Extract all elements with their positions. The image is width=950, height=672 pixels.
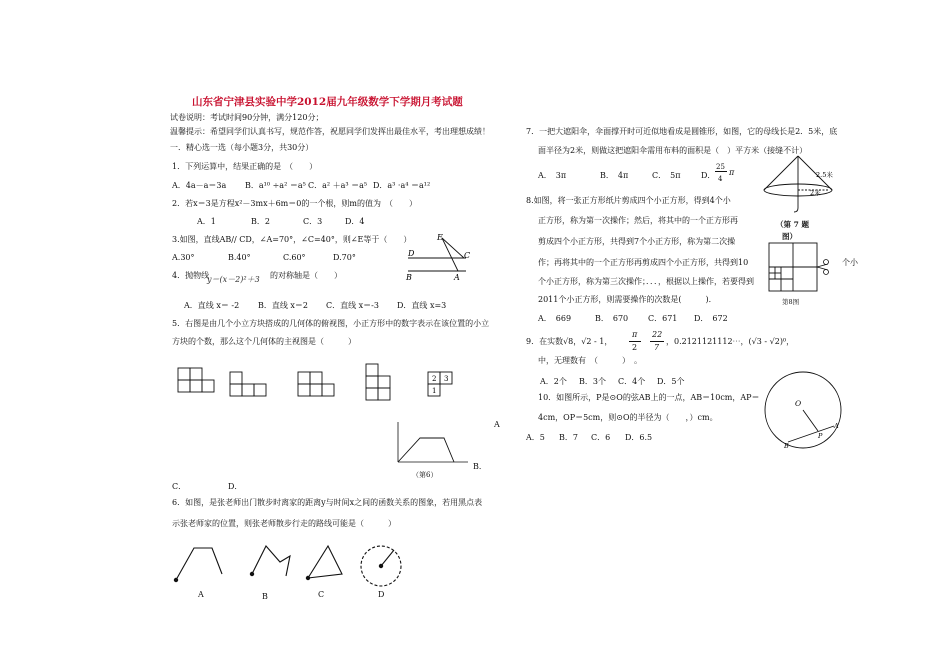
q6-option-a: A xyxy=(198,590,204,599)
q3-label-b: B xyxy=(406,273,412,282)
q7-line2: 面半径为2米，则做这把遮阳伞需用布料的面积是（ ）平方米（接缝不计） xyxy=(538,146,808,155)
q4-option-b: B．直线 x＝2 xyxy=(258,301,309,310)
fig6-caption: （第6） xyxy=(412,471,438,479)
q3-label-a: A xyxy=(454,273,460,282)
q8-line5: 个小正方形，称为第三次操作；．．．，根据以上操作，若要得到 xyxy=(538,277,754,286)
q5-num-2: 2 xyxy=(432,375,437,383)
q10-label-a: A xyxy=(834,422,839,430)
q6-option-b: B xyxy=(262,592,268,601)
q8-option-a: A． 669 xyxy=(538,314,572,323)
q8-square-figure xyxy=(766,240,836,296)
q9-frac1-bar xyxy=(629,341,641,342)
q9-option-b: B．3个 xyxy=(579,377,606,386)
q10-line1: 10．如图所示，P是⊙O的弦AB上的一点，AB＝10cm，AP＝ xyxy=(538,393,760,402)
q3-option-d: D.70° xyxy=(333,253,356,262)
fig6-graph xyxy=(392,418,472,466)
q9-option-a: A．2个 xyxy=(540,377,567,386)
q10-label-o: O xyxy=(795,399,802,408)
q5-line1: 5．右图是由几个小立方块搭成的几何体的俯视图，小正方形中的数字表示在该位置的小立 xyxy=(172,319,490,328)
q6-option-c: C xyxy=(318,590,325,599)
q8-line3: 剪成四个小正方形，共得到7个小正方形，称为第二次操 xyxy=(538,237,736,246)
q1-stem: 1．下列运算中，结果正确的是 （ ） xyxy=(172,162,318,171)
q9-frac1-num: π xyxy=(632,330,638,339)
q7-line1: 7．一把大遮阳伞，伞面撑开时可近似地看成是圆锥形，如图，它的母线长是2．5米，底 xyxy=(526,127,838,136)
q10-line2: 4cm，OP＝5cm，则⊙O的半径为（ ，）cm。 xyxy=(538,413,718,422)
page-title: 山东省宁津县实验中学2012届九年级数学下学期月考试题 xyxy=(192,96,463,108)
q3-option-c: C.60° xyxy=(283,253,306,262)
q10-label-p: P xyxy=(818,432,823,440)
q2-option-b: B．2 xyxy=(251,217,270,226)
q4-formula: y＝(x－2)²＋3 xyxy=(207,275,260,284)
q7-frac-den: 4 xyxy=(718,175,723,183)
q10-label-b: B xyxy=(784,442,789,450)
q9-mid: ，0.2121121112⋯，(√3 - √2)⁰， xyxy=(666,337,795,346)
q10-circle-figure xyxy=(758,370,848,452)
q8-line6: 2011个小正方形，则需要操作的次数是( )． xyxy=(538,295,717,304)
q9-frac1-den: 2 xyxy=(632,343,638,352)
fig6-label-b: B． xyxy=(473,462,487,471)
q5-num-1: 1 xyxy=(432,387,437,395)
q8-line1: 8.如图，将一张正方形纸片剪成四个小正方形，得到4个小 xyxy=(526,196,731,205)
fig6-label-d: D． xyxy=(228,482,243,491)
q2-option-a: A．1 xyxy=(197,217,216,226)
q3-label-d: D xyxy=(408,249,415,258)
fig6-label-c: C． xyxy=(172,482,187,491)
q10-option-a: A．5 xyxy=(526,433,545,442)
q6-line1: 6．如图，是张老师出门散步时离家的距离y与时间x之间的函数关系的图象，若用黑点表 xyxy=(172,498,483,507)
warm-tip: 温馨提示：希望同学们认真书写，规范作答，祝愿同学们发挥出最佳水平，考出理想成绩！ xyxy=(170,127,490,136)
q1-option-b: B．a¹⁰ ÷a² ＝a⁵ xyxy=(245,181,306,190)
q4-tail: 的对称轴是（ ） xyxy=(270,271,342,280)
q9-option-d: D．5个 xyxy=(657,377,685,386)
q7-option-a: A． 3π xyxy=(538,171,567,180)
q9-frac2-den: 7 xyxy=(654,343,660,352)
q7-option-d: D． xyxy=(701,171,716,180)
q3-figure xyxy=(398,228,478,284)
q9-line2: 中，无理数有 （ ） 。 xyxy=(538,356,642,365)
q8-line2: 正方形，称为第一次操作；然后，将其中的一个正方形再 xyxy=(538,216,738,225)
q5-num-3: 3 xyxy=(444,375,449,383)
q7-frac-pi: π xyxy=(729,168,735,177)
q7-umbrella-figure xyxy=(758,150,843,215)
q4-stem: 4．抛物线 xyxy=(172,271,210,280)
q9-option-c: C．4个 xyxy=(618,377,646,386)
q3-option-b: B.40° xyxy=(228,253,251,262)
q4-option-a: A．直线 x＝ -2 xyxy=(184,301,240,310)
q7-fig-slant-label: 2.5米 xyxy=(816,171,833,179)
q3-label-c: C xyxy=(464,251,471,260)
q1-option-a: A．4a－a＝3a xyxy=(172,181,227,190)
q7-caption-1: （第 7 题 xyxy=(776,220,809,229)
q3-label-e: E xyxy=(437,233,443,242)
q4-option-d: D．直线 x=3 xyxy=(397,301,447,310)
q2-option-d: D．4 xyxy=(345,217,365,226)
q6-line2: 示张老师家的位置，则张老师散步行走的路线可能是（ ） xyxy=(172,519,396,528)
q8-option-b: B． 670 xyxy=(595,314,629,323)
fig6-label-a: A xyxy=(494,420,500,429)
q5-line2: 方块的个数，那么这个几何体的主视图是（ ） xyxy=(172,337,356,346)
q6-figures xyxy=(168,534,408,594)
scissors-icon xyxy=(817,260,829,275)
q8-option-c: C．671 xyxy=(648,314,678,323)
q3-stem: 3.如图，直线AB// CD，∠A=70°，∠C=40°，则∠E等于（ ） xyxy=(172,235,412,244)
section-heading: 一．精心选一选（每小题3分，共30分） xyxy=(170,143,314,152)
q9-frac2-num: 22 xyxy=(652,330,663,339)
q8-option-d: D． 672 xyxy=(694,314,728,323)
q6-option-d: D xyxy=(378,590,385,599)
q9-frac2-bar xyxy=(650,341,664,342)
q1-option-d: D．a³ ·a⁴ ＝a¹² xyxy=(373,181,431,190)
q7-option-b: B． 4π xyxy=(600,171,629,180)
q8-line4: 作；再将其中的一个正方形再剪成四个小正方形，共得到10 xyxy=(538,258,749,267)
q7-fig-radius-label: 2米 xyxy=(810,189,821,197)
q10-option-b: B．7 xyxy=(559,433,578,442)
q8-caption: 第8图 xyxy=(782,298,800,306)
exam-note: 试卷说明：考试时间90分钟，满分120分； xyxy=(170,113,324,122)
q7-frac-num: 25 xyxy=(716,163,725,171)
q7-frac-bar xyxy=(715,171,727,172)
q10-option-d: D．6.5 xyxy=(625,433,653,442)
q3-option-a: A.30° xyxy=(172,253,195,262)
q5-figures xyxy=(170,362,470,404)
q10-option-c: C．6 xyxy=(591,433,611,442)
q7-option-c: C． 5π xyxy=(652,171,681,180)
q9-stem: 9．在实数√8，√2 - 1， xyxy=(526,337,613,346)
q2-option-c: C．3 xyxy=(303,217,323,226)
q7-caption-2: 图） xyxy=(782,232,797,241)
q2-stem: 2．若x＝3是方程x²－3mx＋6m＝0的一个根，则m的值为 （ ） xyxy=(172,199,417,208)
q4-option-c: C．直线 x＝-3 xyxy=(326,301,379,310)
q1-option-c: C．a² ＋a³ ＝a⁵ xyxy=(308,181,368,190)
q8-side-text: 个小 xyxy=(842,258,858,267)
